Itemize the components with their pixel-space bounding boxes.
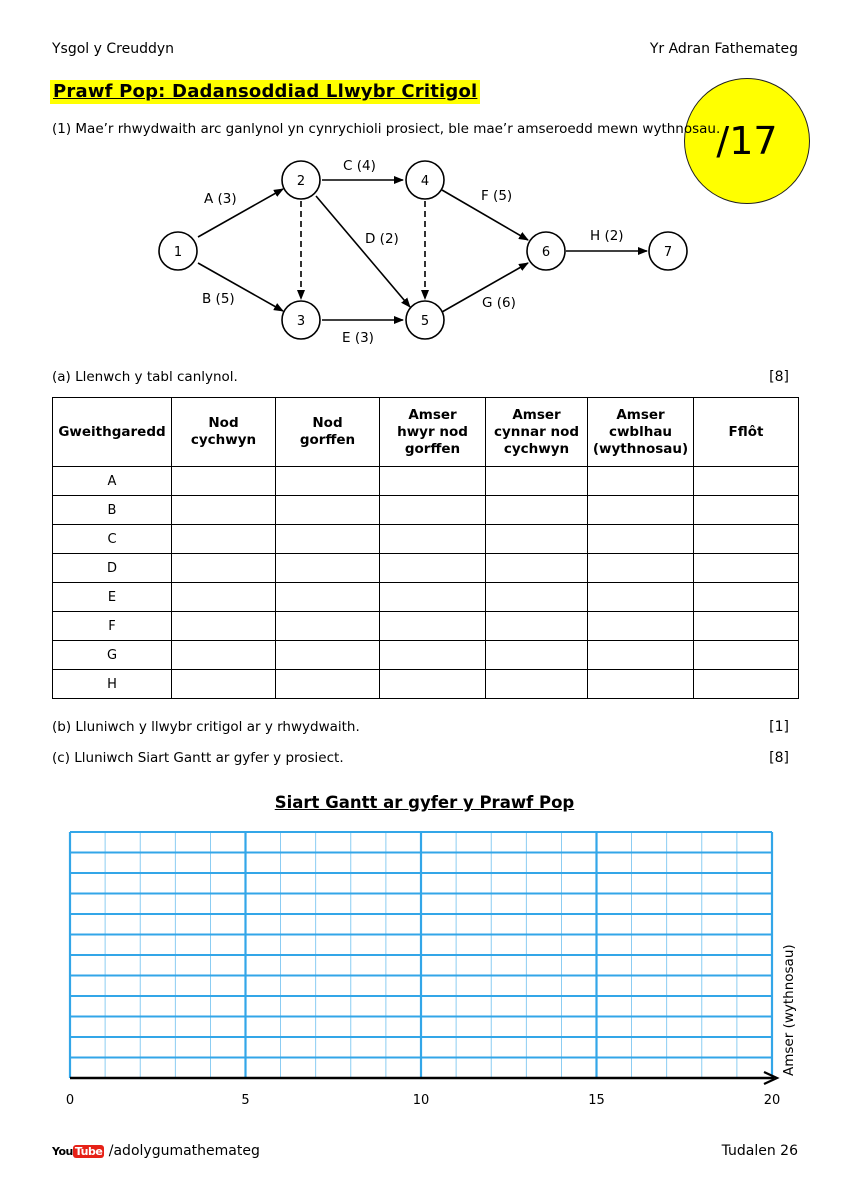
answer-cell[interactable]	[486, 641, 588, 670]
answer-cell[interactable]	[276, 583, 380, 612]
node-6-label: 6	[541, 245, 551, 260]
activity-cell: B	[53, 496, 172, 525]
table-row	[53, 641, 799, 670]
answer-cell[interactable]	[172, 496, 276, 525]
node-7	[649, 232, 687, 270]
activity-cell: C	[53, 525, 172, 554]
gantt-axis-label: Amser (wythnosau)	[781, 944, 797, 1076]
answer-cell[interactable]	[588, 525, 694, 554]
arc-label-A: A (3)	[204, 191, 237, 207]
answer-cell[interactable]	[486, 496, 588, 525]
answer-cell[interactable]	[276, 467, 380, 496]
part-b-marks: [1]	[769, 719, 789, 735]
footer-channel[interactable]	[52, 1143, 260, 1159]
arc-label-D: D (2)	[365, 231, 399, 247]
table-row	[53, 525, 799, 554]
page-number: Tudalen 26	[721, 1143, 798, 1159]
answer-cell[interactable]	[276, 525, 380, 554]
school-name: Ysgol y Creuddyn	[52, 41, 175, 57]
arc-D	[316, 196, 410, 307]
answer-cell[interactable]	[380, 670, 486, 699]
answer-cell[interactable]	[380, 525, 486, 554]
answer-cell[interactable]	[172, 612, 276, 641]
answer-cell[interactable]	[588, 583, 694, 612]
activity-cell: D	[53, 554, 172, 583]
arc-label-H: H (2)	[590, 228, 624, 244]
node-1	[159, 232, 197, 270]
department-name: Yr Adran Fathemateg	[649, 41, 798, 57]
answer-cell[interactable]	[276, 554, 380, 583]
node-7-label: 7	[663, 245, 673, 260]
node-1-label: 1	[173, 245, 183, 260]
node-4-label: 4	[420, 174, 430, 189]
answer-cell[interactable]	[172, 554, 276, 583]
header-start-node: Nod cychwyn	[172, 398, 276, 467]
node-3	[282, 301, 320, 339]
answer-cell[interactable]	[694, 467, 799, 496]
table-row	[53, 670, 799, 699]
arc-label-F: F (5)	[481, 188, 513, 204]
answer-cell[interactable]	[588, 670, 694, 699]
answer-cell[interactable]	[172, 525, 276, 554]
table-header-row	[53, 398, 799, 467]
table-row	[53, 467, 799, 496]
header-duration: Amser cwblhau (wythnosau)	[588, 398, 694, 467]
gantt-tick-label: 10	[412, 1093, 430, 1108]
answer-cell[interactable]	[694, 641, 799, 670]
answer-cell[interactable]	[588, 612, 694, 641]
channel-name: /adolygumathemateg	[108, 1143, 260, 1159]
gantt-tick-label: 20	[763, 1093, 781, 1108]
part-c-marks: [8]	[769, 750, 789, 766]
answer-cell[interactable]	[588, 641, 694, 670]
answer-cell[interactable]	[694, 554, 799, 583]
table-row	[53, 612, 799, 641]
answer-cell[interactable]	[276, 612, 380, 641]
arc-label-E: E (3)	[342, 330, 374, 346]
answer-cell[interactable]	[380, 641, 486, 670]
answer-cell[interactable]	[172, 583, 276, 612]
header-end-node: Nod gorffen	[276, 398, 380, 467]
gantt-tick-label: 15	[588, 1093, 605, 1108]
answer-cell[interactable]	[486, 583, 588, 612]
part-a-marks: [8]	[769, 369, 789, 385]
score-total: /17	[716, 119, 778, 163]
arc-label-B: B (5)	[202, 291, 235, 307]
arc-label-G: G (6)	[482, 295, 516, 311]
part-a-text: (a) Llenwch y tabl canlynol.	[52, 369, 238, 385]
header-earliest-start-time: Amser cynnar nod cychwyn	[486, 398, 588, 467]
node-2	[282, 161, 320, 199]
node-3-label: 3	[296, 314, 306, 329]
gantt-tick-label: 0	[65, 1093, 75, 1108]
answer-cell[interactable]	[380, 554, 486, 583]
table-row	[53, 496, 799, 525]
answer-cell[interactable]	[380, 467, 486, 496]
node-2-label: 2	[296, 174, 306, 189]
activity-network-diagram	[0, 0, 849, 360]
node-5	[406, 301, 444, 339]
answer-cell[interactable]	[486, 525, 588, 554]
answer-cell[interactable]	[172, 641, 276, 670]
header-float: Fflôt	[694, 398, 799, 467]
table-row	[53, 583, 799, 612]
answer-cell[interactable]	[380, 612, 486, 641]
answer-cell[interactable]	[380, 496, 486, 525]
page-title: Prawf Pop: Dadansoddiad Llwybr Critigol	[50, 80, 480, 104]
answer-cell[interactable]	[486, 612, 588, 641]
answer-cell[interactable]	[380, 583, 486, 612]
header-activity: Gweithgaredd	[53, 398, 172, 467]
activity-cell: G	[53, 641, 172, 670]
answer-cell[interactable]	[486, 467, 588, 496]
answer-cell[interactable]	[172, 670, 276, 699]
answer-cell[interactable]	[588, 496, 694, 525]
answer-cell[interactable]	[276, 496, 380, 525]
node-4	[406, 161, 444, 199]
answer-cell[interactable]	[694, 525, 799, 554]
youtube-icon: You Tube	[52, 1144, 103, 1158]
answer-cell[interactable]	[694, 583, 799, 612]
question-1-text: (1) Mae’r rhwydwaith arc ganlynol yn cynrychioli prosiect, ble mae’r amseroedd mewn wythnosau.	[52, 121, 721, 137]
gantt-title: Siart Gantt ar gyfer y Prawf Pop	[274, 793, 575, 812]
gantt-tick-label: 5	[241, 1093, 250, 1108]
activity-cell: E	[53, 583, 172, 612]
answer-cell[interactable]	[276, 641, 380, 670]
answer-cell[interactable]	[694, 670, 799, 699]
answer-cell[interactable]	[694, 612, 799, 641]
arc-label-C: C (4)	[343, 158, 376, 174]
activity-cell: H	[53, 670, 172, 699]
header-latest-end-time: Amser hwyr nod gorffen	[380, 398, 486, 467]
node-5-label: 5	[420, 314, 430, 329]
table-row	[53, 554, 799, 583]
part-b-text: (b) Lluniwch y llwybr critigol ar y rhwydwaith.	[52, 719, 360, 735]
part-c-text: (c) Lluniwch Siart Gantt ar gyfer y prosiect.	[52, 750, 344, 766]
answer-cell[interactable]	[588, 467, 694, 496]
activity-cell: F	[53, 612, 172, 641]
answer-cell[interactable]	[486, 670, 588, 699]
answer-cell[interactable]	[588, 554, 694, 583]
answer-cell[interactable]	[172, 467, 276, 496]
node-6	[527, 232, 565, 270]
answer-cell[interactable]	[486, 554, 588, 583]
gantt-grid[interactable]	[0, 820, 849, 1120]
answer-cell[interactable]	[276, 670, 380, 699]
activity-cell: A	[53, 467, 172, 496]
answer-cell[interactable]	[694, 496, 799, 525]
activity-table	[52, 397, 799, 699]
